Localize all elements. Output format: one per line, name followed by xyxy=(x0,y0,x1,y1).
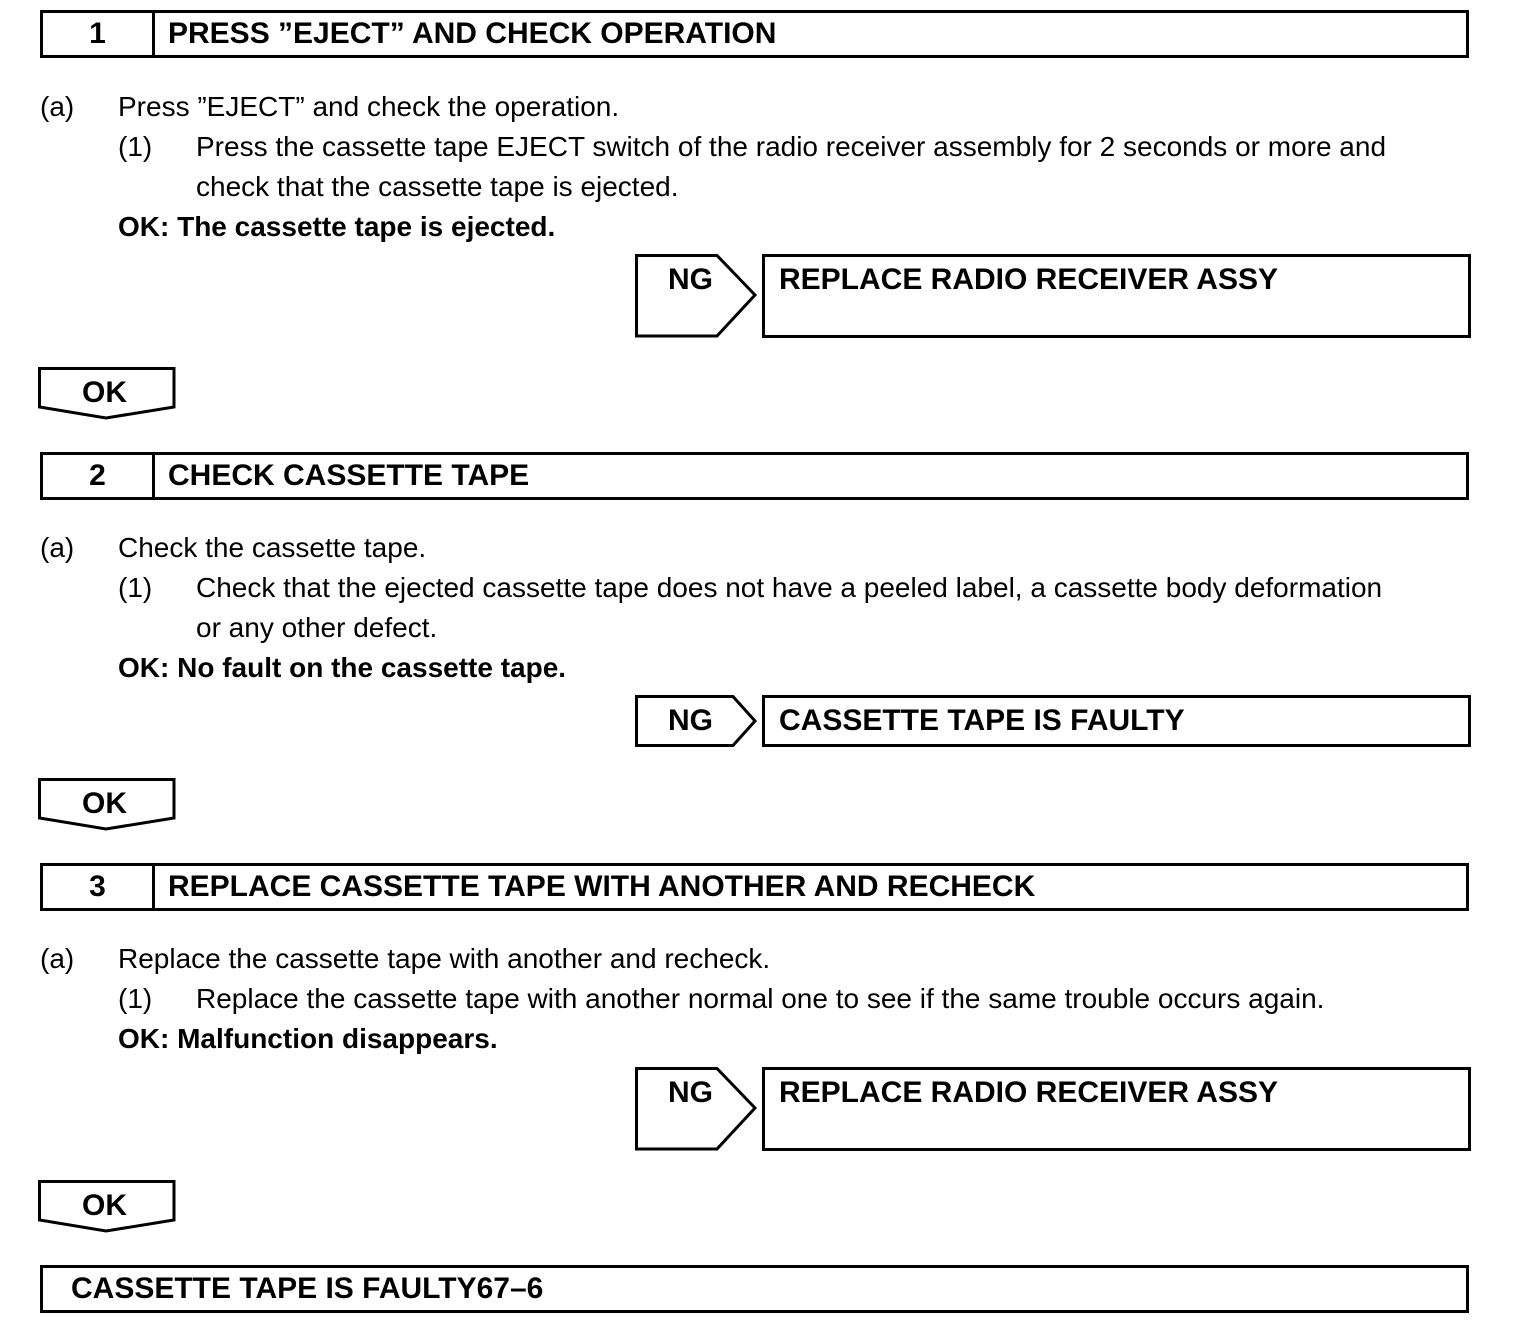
ok-label: OK xyxy=(82,1189,127,1222)
sub-line: or any other defect. xyxy=(196,612,438,643)
ng-result-box xyxy=(762,1067,1471,1151)
step-title: CHECK CASSETTE TAPE xyxy=(168,459,530,492)
ok-criteria: OK: The cassette tape is ejected. xyxy=(118,211,556,242)
step-title: PRESS ”EJECT” AND CHECK OPERATION xyxy=(168,17,777,50)
ng-result-box xyxy=(762,695,1471,747)
item-marker: (a) xyxy=(40,532,75,563)
step-number: 3 xyxy=(43,866,155,908)
sub-marker: (1) xyxy=(118,572,153,603)
sub-marker: (1) xyxy=(118,983,153,1014)
sub-line: Check that the ejected cassette tape does not have a peeled label, a cassette body deformation xyxy=(196,572,1383,603)
final-result-box xyxy=(40,1265,1469,1313)
item-text: Replace the cassette tape with another and recheck. xyxy=(118,943,771,974)
ng-result-text: CASSETTE TAPE IS FAULTY xyxy=(779,704,1185,737)
ng-result-box xyxy=(762,254,1471,338)
ng-result-text: REPLACE RADIO RECEIVER ASSY xyxy=(779,263,1278,296)
step-title: REPLACE CASSETTE TAPE WITH ANOTHER AND RECHECK xyxy=(168,870,1036,903)
step-3-header xyxy=(40,863,1469,911)
step-number: 2 xyxy=(43,455,155,497)
ok-label: OK xyxy=(82,376,127,409)
item-marker: (a) xyxy=(40,943,75,974)
step-2-header xyxy=(40,452,1469,500)
ng-label: NG xyxy=(668,263,713,296)
ok-label: OK xyxy=(82,787,127,820)
final-result-text: CASSETTE TAPE IS FAULTY67–6 xyxy=(71,1272,544,1305)
item-text: Check the cassette tape. xyxy=(118,532,427,563)
item-text: Press ”EJECT” and check the operation. xyxy=(118,91,620,122)
ng-label: NG xyxy=(668,1076,713,1109)
ok-criteria: OK: No fault on the cassette tape. xyxy=(118,652,567,683)
sub-line: Press the cassette tape EJECT switch of the radio receiver assembly for 2 seconds or more and xyxy=(196,131,1387,162)
item-marker: (a) xyxy=(40,91,75,122)
step-number: 1 xyxy=(43,13,155,55)
ok-criteria: OK: Malfunction disappears. xyxy=(118,1023,498,1054)
ng-label: NG xyxy=(668,704,713,737)
sub-line: Replace the cassette tape with another normal one to see if the same trouble occurs again. xyxy=(196,983,1325,1014)
step-1-header xyxy=(40,10,1469,58)
ng-result-text: REPLACE RADIO RECEIVER ASSY xyxy=(779,1076,1278,1109)
sub-marker: (1) xyxy=(118,131,153,162)
sub-line: check that the cassette tape is ejected. xyxy=(196,171,679,202)
